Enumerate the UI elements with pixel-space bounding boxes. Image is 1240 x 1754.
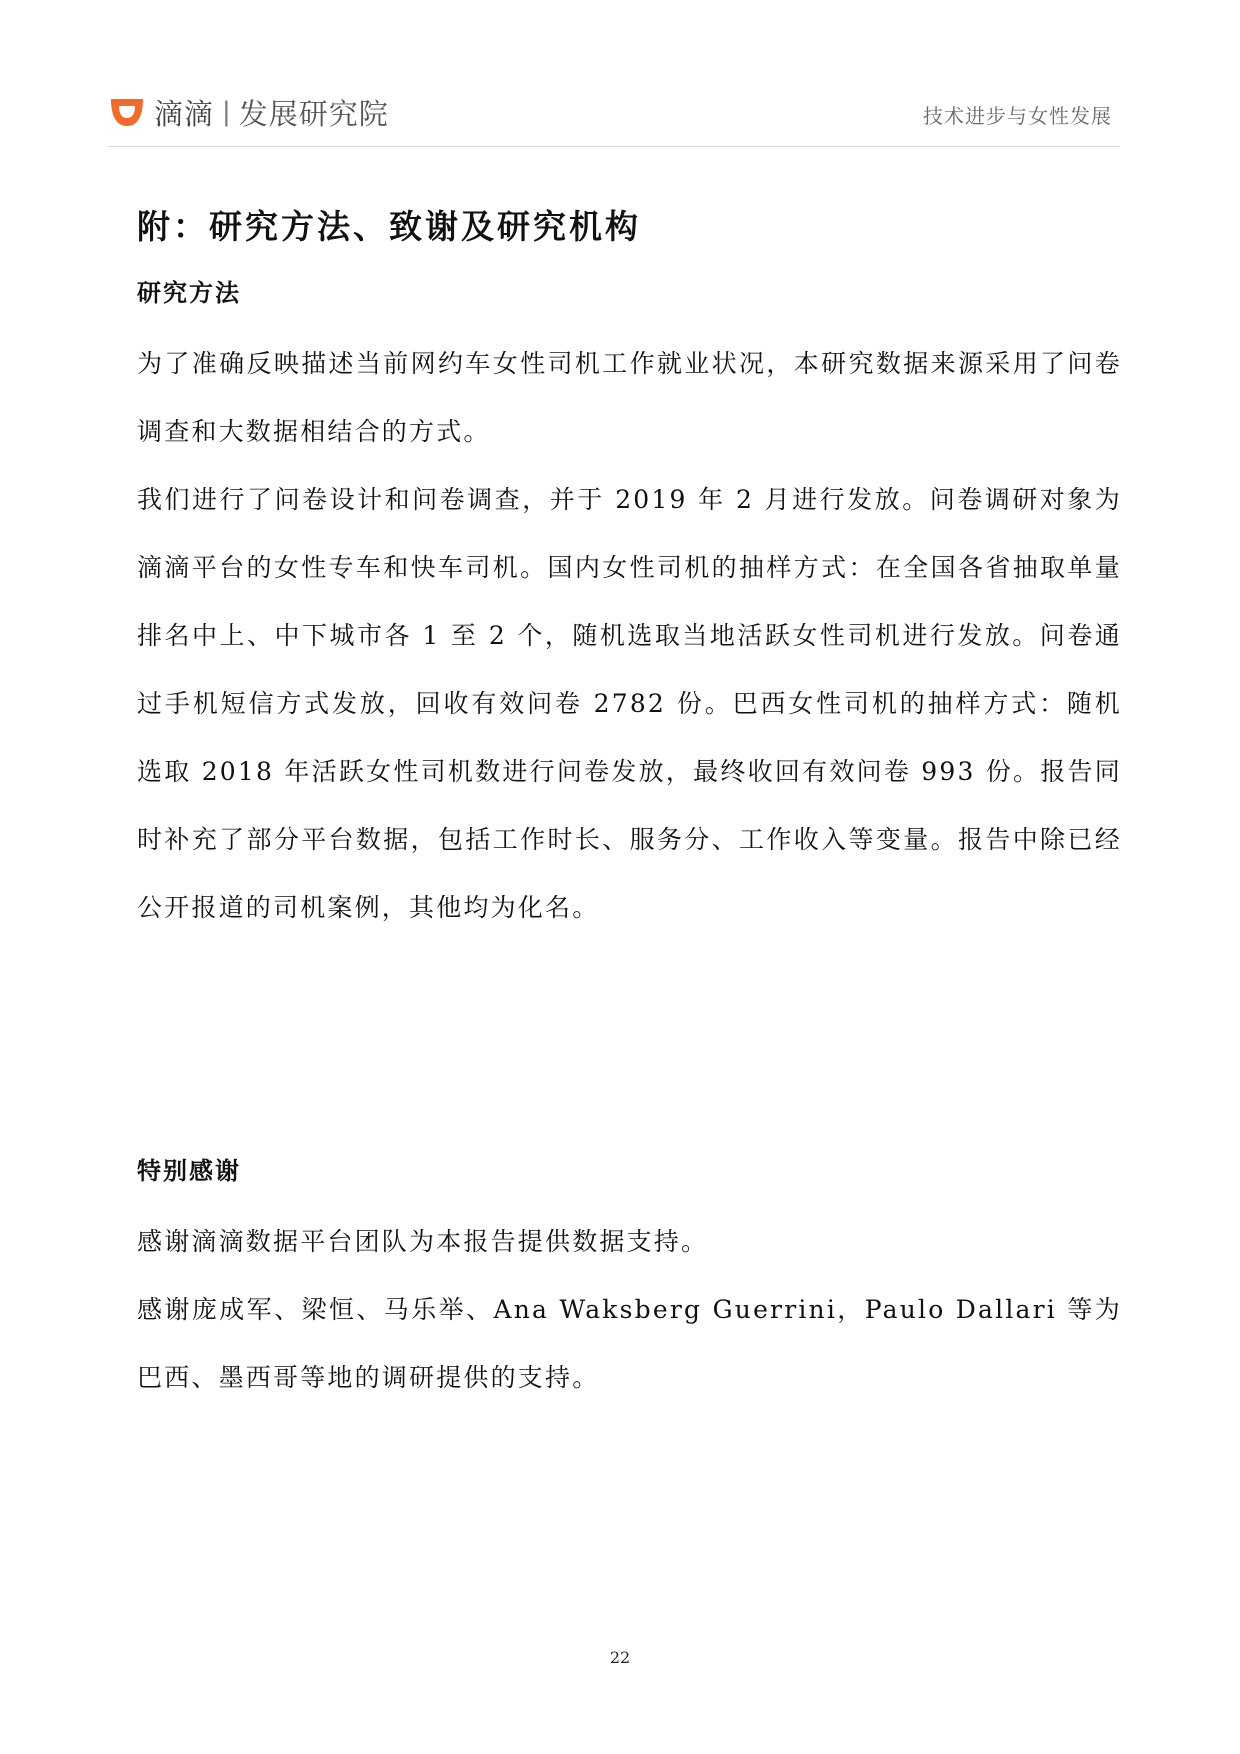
report-name: 技术进步与女性发展 xyxy=(923,104,1112,128)
main-content xyxy=(137,205,1122,1412)
paragraph: 我们进行了问卷设计和问卷调查，并于 2019 年 2 月进行发放。问卷调研对象为滴滴平台的女性专车和快车司机。国内女性司机的抽样方式：在全国各省抽取单量排名中上、中下城市各 1 至 2 个，随机选取当地活跃女性司机进行发放。问卷通过手机短信方式发放，回收有效问卷 2782 份。巴西女性司机的抽样方式：随机选取 2018 年活跃女性司机数进行问卷发放，最终收回有效问卷 993 份。报告同时补充了部分平台数据，包括工作时长、服务分、工作收入等变量。报告中除已经公开报道的司机案例，其他均为化名。 xyxy=(137,485,1122,922)
brand-name: 滴滴 xyxy=(154,96,215,131)
section-heading-thanks: 特别感谢 xyxy=(137,1156,241,1185)
paragraph: 感谢滴滴数据平台团队为本报告提供数据支持。 xyxy=(137,1227,709,1256)
brand-separator: | xyxy=(222,97,231,127)
paragraph: 感谢庞成军、梁恒、马乐举、Ana Waksberg Guerrini，Paulo Dallari 等为巴西、墨西哥等地的调研提供的支持。 xyxy=(137,1295,1122,1392)
thanks-body xyxy=(137,1208,1122,1412)
methods-body xyxy=(137,330,1122,942)
paragraph: 为了准确反映描述当前网约车女性司机工作就业状况，本研究数据来源采用了问卷调查和大数据相结合的方式。 xyxy=(137,349,1122,446)
didi-logo xyxy=(108,88,389,136)
page-title: 附：研究方法、致谢及研究机构 xyxy=(137,207,641,246)
didi-logo-icon xyxy=(108,95,146,129)
page-number: 22 xyxy=(609,1648,631,1667)
page-header xyxy=(108,88,1120,147)
brand-subtitle: 发展研究院 xyxy=(238,96,389,131)
section-heading-methods: 研究方法 xyxy=(137,278,241,307)
